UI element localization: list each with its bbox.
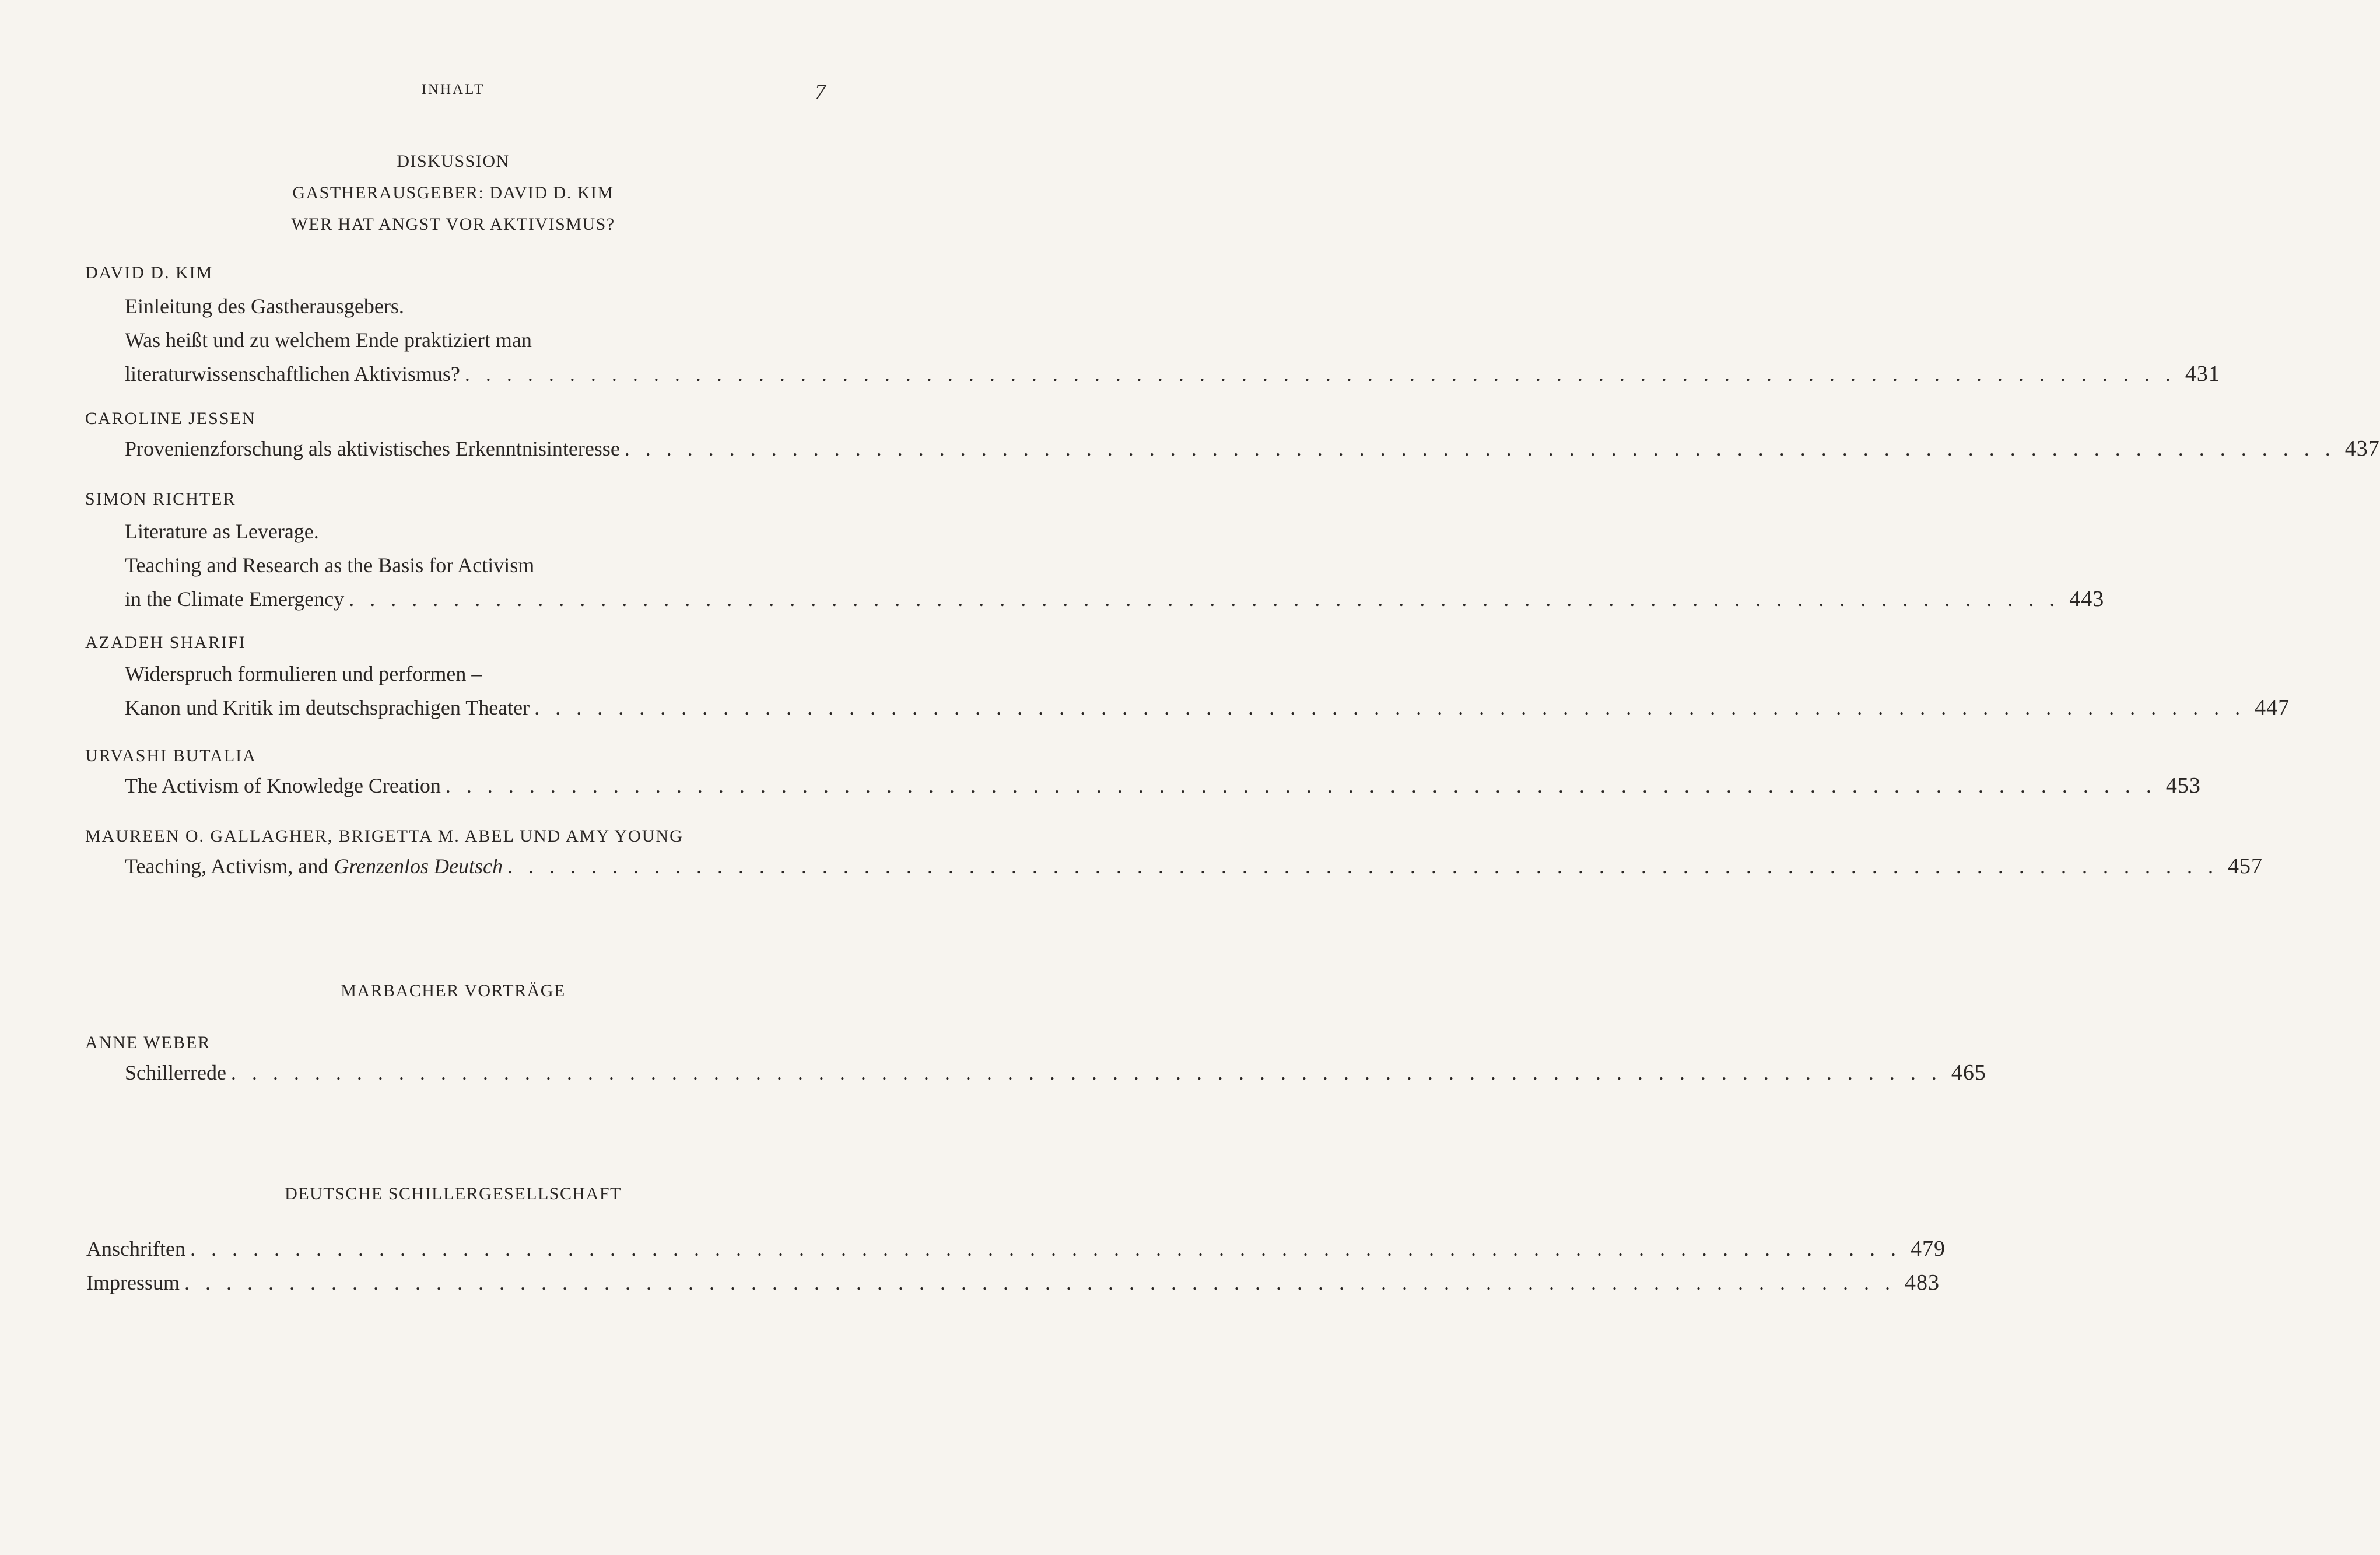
entry-title-roman: Teaching, Activism, and (125, 854, 334, 878)
section-subtitle: WER HAT ANGST VOR AKTIVISMUS? (291, 215, 615, 234)
dot-leader: . . . . . . . . . . . . . . . . . . . . . . . . . . . . . . . . . . . . . . . . . . . . . . . . . . . . . . . . . . . . . . . . . . . . . . . . . . . . . . . . . . (534, 696, 2246, 719)
running-head (0, 79, 970, 103)
dot-leader: . . . . . . . . . . . . . . . . . . . . . . . . . . . . . . . . . . . . . . . . . . . . . . . . . . . . . . . . . . . . . . . . . . . . . . . . . . . . . . . . . . (184, 1271, 1895, 1294)
dot-leader: . . . . . . . . . . . . . . . . . . . . . . . . . . . . . . . . . . . . . . . . . . . . . . . . . . . . . . . . . . . . . . . . . . . . . . . . . . . . . . . . . . (349, 587, 2060, 611)
entry-page-number: 479 (1910, 1237, 1946, 1261)
dot-leader: . . . . . . . . . . . . . . . . . . . . . . . . . . . . . . . . . . . . . . . . . . . . . . . . . . . . . . . . . . . . . . . . . . . . . . . . . . . . . . . . . . (624, 437, 2336, 460)
entry-author: URVASHI BUTALIA (85, 746, 257, 765)
dot-leader: . . . . . . . . . . . . . . . . . . . . . . . . . . . . . . . . . . . . . . . . . . . . . . . . . . . . . . . . . . . . . . . . . . . . . . . . . . . . . . . . . . (464, 362, 2176, 386)
toc-entry[interactable] (125, 769, 2201, 803)
entry-author: AZADEH SHARIFI (85, 633, 246, 652)
toc-entry[interactable] (125, 849, 2263, 883)
entry-page-number: 465 (1951, 1060, 1986, 1085)
entry-title-line: Impressum (86, 1271, 180, 1294)
toc-entry[interactable] (125, 289, 2220, 391)
entry-page-number: 447 (2255, 695, 2290, 720)
entry-title-line: Widerspruch formulieren und performen – (125, 662, 482, 685)
toc-entry[interactable] (125, 1056, 1986, 1090)
entry-page-number: 431 (2185, 362, 2220, 386)
entry-page-number: 453 (2165, 773, 2201, 798)
entry-title-line: Provenienzforschung als aktivistisches Erkenntnisinteresse (125, 437, 620, 460)
entry-page-number: 483 (1904, 1270, 1940, 1295)
entry-page-number: 457 (2228, 854, 2263, 878)
section-heading-marbacher: MARBACHER VORTRÄGE (341, 981, 566, 1000)
entry-author: DAVID D. KIM (85, 263, 213, 282)
entry-title-line: Literature as Leverage. (125, 520, 319, 543)
toc-entry[interactable] (125, 432, 2380, 465)
dot-leader: . . . . . . . . . . . . . . . . . . . . . . . . . . . . . . . . . . . . . . . . . . . . . . . . . . . . . . . . . . . . . . . . . . . . . . . . . . . . . . . . . . (230, 1061, 1942, 1084)
toc-entry[interactable] (86, 1232, 1946, 1266)
entry-title-line: Teaching and Research as the Basis for Activism (125, 554, 535, 577)
entry-title-line: Anschriften (86, 1237, 185, 1260)
entry-title-line: Schillerrede (125, 1061, 226, 1084)
dot-leader: . . . . . . . . . . . . . . . . . . . . . . . . . . . . . . . . . . . . . . . . . . . . . . . . . . . . . . . . . . . . . . . . . . . . . . . . . . . . . . . . . . (445, 774, 2157, 797)
entry-page-number: 443 (2069, 587, 2105, 611)
dot-leader: . . . . . . . . . . . . . . . . . . . . . . . . . . . . . . . . . . . . . . . . . . . . . . . . . . . . . . . . . . . . . . . . . . . . . . . . . . . . . . . . . . (507, 854, 2219, 878)
entry-author: ANNE WEBER (85, 1033, 211, 1052)
section-heading-diskussion: DISKUSSION (397, 152, 510, 171)
entry-title-line: literaturwissenschaftlichen Aktivismus? (125, 362, 460, 386)
guest-editor-line: GASTHERAUSGEBER: DAVID D. KIM (292, 183, 614, 202)
toc-entry[interactable] (86, 1266, 1940, 1300)
page-number: 7 (815, 80, 826, 104)
toc-entry[interactable] (125, 514, 2105, 616)
section-heading-dsg: DEUTSCHE SCHILLERGESELLSCHAFT (285, 1184, 622, 1203)
running-head-title: INHALT (421, 82, 485, 97)
entry-title-line (125, 849, 503, 883)
entry-title-line: in the Climate Emergency (125, 587, 345, 611)
entry-page-number: 437 (2344, 436, 2380, 461)
dot-leader: . . . . . . . . . . . . . . . . . . . . . . . . . . . . . . . . . . . . . . . . . . . . . . . . . . . . . . . . . . . . . . . . . . . . . . . . . . . . . . . . . . (190, 1237, 1901, 1260)
entry-title-line: Einleitung des Gastherausgebers. (125, 295, 404, 318)
entry-title-line: Kanon und Kritik im deutschsprachigen Theater (125, 696, 530, 719)
entry-title-line: Was heißt und zu welchem Ende praktiziert man (125, 328, 532, 352)
entry-author: SIMON RICHTER (85, 489, 236, 509)
entry-author: CAROLINE JESSEN (85, 409, 256, 428)
entry-title-line: The Activism of Knowledge Creation (125, 774, 441, 797)
entry-author: MAUREEN O. GALLAGHER, BRIGETTA M. ABEL UND AMY YOUNG (85, 826, 683, 846)
toc-entry[interactable] (125, 657, 2290, 724)
entry-title-italic: Grenzenlos Deutsch (334, 854, 503, 878)
